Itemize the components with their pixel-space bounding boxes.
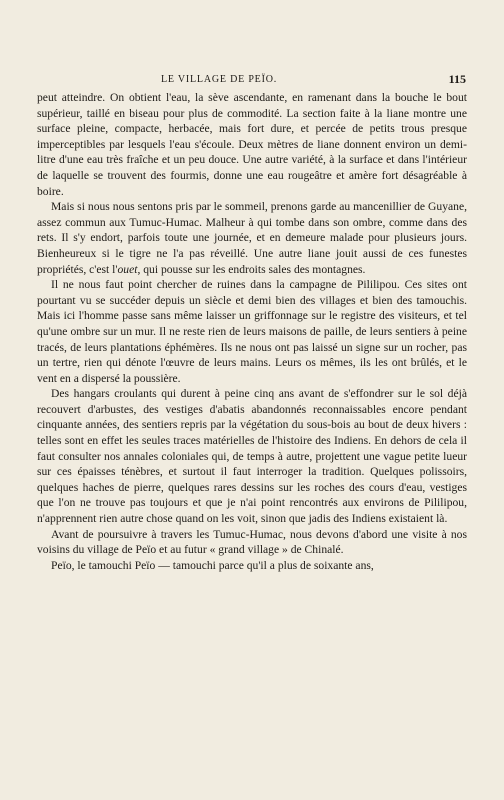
paragraph: Peïo, le tamouchi Peïo — tamouchi parce qu'il a plus de soixante ans,: [51, 558, 374, 572]
paragraph: Des hangars croulants qui durent à peine cinq ans avant de s'effondrer sur le sol déjà recouvert d'arbustes, des vestiges d'abatis abandonnés reconnaissables encore pendant cinquante années, des sentiers repris par la végétation du sous-bois au bout de deux hivers : telles sont en effet les seules traces matérielles de l'histoire des Indiens. En dehors de cela il faut consulter nos annales coloniales qui, de temps à autre, projettent une vague petite lueur sur ces épaisses ténèbres, et surtout il faut interroger la tradition. Quelques polissoirs, quelques haches de pierre, quelques rares dessins sur les roches des cours d'eau, vestiges que l'on ne trouve pas toujours et que je n'ai point rencontrés aux environs de Pililipou, n'apprennent rien autre chose quand on les voit, sinon que jadis des Indiens existaient là.: [37, 387, 467, 526]
page-number: 115: [448, 72, 466, 86]
paragraph: peut atteindre. On obtient l'eau, la sève ascendante, en ramenant dans la bouche le bout supérieur, taillé en biseau pour plus de commodité. La section faite à la liane montre une surface pleine, compacte, herbacée, mais fort dure, et percée de petits trous presque imperceptibles par lesquels l'eau s'écoule. Deux mètres de liane donnent environ un demi-litre d'une eau très fraîche et un peu douce. Une autre variété, à la surface et dans l'intérieur de laquelle se trouvent des fourmis, donne une eau rougeâtre et amère fort désagréable à boire.: [37, 91, 467, 198]
running-title: LE VILLAGE DE PEÏO.: [160, 74, 278, 85]
italic-term: ouet: [117, 262, 138, 276]
paragraph-text: Mais si nous nous sentons pris par le sommeil, prenons garde au mancenillier de Guyane, assez commun aux Tumuc-Humac. Malheur à qui tombe dans son ombre, comme dans des rets. Il s'y endort, parfois toute une journée, et en demeure malade pour plusieurs jours. Bienheureux si le tigre ne l'a pas réveillé. Une autre liane jouit aussi de ces funestes propriétés, c'est l': [37, 200, 467, 276]
body-text: [37, 90, 467, 573]
paragraph: Il ne nous faut point chercher de ruines dans la campagne de Pililipou. Ces sites ont pourtant vu se succéder depuis un siècle et demi bien des villages et bien des tamouchis. Mais ici l'homme passe sans même laisser un griffonnage sur le registre des visiteurs, et tel qu'une ombre sur un mur. Il ne reste rien de leurs maisons de paille, de leurs sentiers à peine tracés, de leurs plantations éphémères. Ils ne nous ont pas laissé un signe sur un rocher, pas un tertre, rien qui dénote l'œuvre de leurs mains. Leurs os mêmes, ils les ont brûlés, et le vent en a dispersé la poussière.: [37, 278, 467, 385]
paragraph-text: , qui pousse sur les endroits sales des montagnes.: [137, 262, 366, 276]
paragraph: Avant de poursuivre à travers les Tumuc-Humac, nous devons d'abord une visite à nos voisins du village de Peïo et au futur « grand village » de Chinalé.: [37, 527, 467, 557]
paragraph: [37, 199, 467, 277]
